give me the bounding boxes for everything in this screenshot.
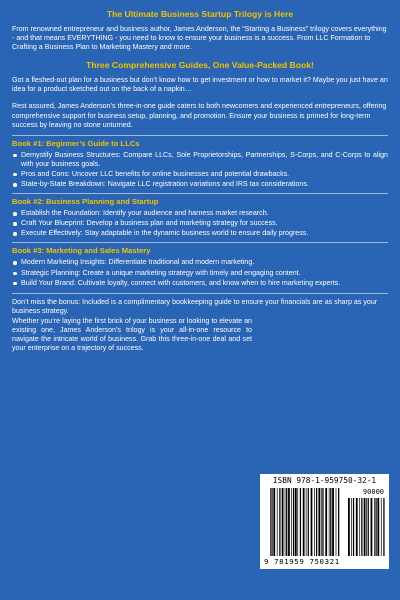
list-item: Pros and Cons: Uncover LLC benefits for online businesses and potential drawbacks. <box>12 170 388 179</box>
book-1-section <box>12 139 388 189</box>
list-item: Modern Marketing Insights: Differentiate traditional and modern marketing. <box>12 258 388 267</box>
list-item: Demystify Business Structures: Compare LLCs, Sole Proprietorships, Partnerships, S-Corps, and C-Corps to align with your business goals. <box>12 151 388 169</box>
sub-heading: Three Comprehensive Guides, One Value-Packed Book! <box>86 60 314 71</box>
pitch-paragraph: Got a fleshed-out plan for a business but don’t know how to get investment or how to market it? Maybe you just have an idea for a product sketched out on the back of a napkin… <box>12 76 388 94</box>
book-2-list <box>12 209 388 238</box>
intro-paragraph: From renowned entrepreneur and business author, James Anderson, the “Starting a Business” trilogy covers everything - and that means EVERYTHING - you need to know to ensure your business is a success. From LLC Formation to Crafting a Business Plan to Marketing Mastery and more. <box>12 25 387 52</box>
book-2-title: Book #2: Business Planning and Startup <box>12 197 159 207</box>
list-item: Build Your Brand: Cultivate loyalty, connect with customers, and know when to hire marketing experts. <box>12 279 388 288</box>
divider <box>12 193 388 194</box>
divider <box>12 242 388 243</box>
barcode-digits: 9 781959 750321 <box>264 557 340 566</box>
list-item: Execute Effectively: Stay adaptable in the dynamic business world to ensure daily progress. <box>12 229 388 238</box>
book-3-title: Book #3: Marketing and Sales Mastery <box>12 246 151 256</box>
main-heading: The Ultimate Business Startup Trilogy is Here <box>106 9 294 19</box>
list-item: Establish the Foundation: Identify your audience and harness market research. <box>12 209 388 218</box>
closing-paragraph: Whether you’re laying the first brick of your business or looking to elevate an existing one, James Anderson’s trilogy is your all-in-one resource to navigate the intricate world of business. Grab this three-in-one deal and set your enterprise on a trajectory of success. <box>12 316 252 353</box>
price-code: 90000 <box>362 488 384 496</box>
book-3-section <box>12 246 388 287</box>
divider <box>12 293 388 294</box>
reassurance-paragraph: Rest assured, James Anderson’s three-in-one guide caters to both newcomers and experienced entrepreneurs, offering comprehensive support for business setup, planning, and promotion. Ensure your business is primed for long-term success by leaving no stone unturned. <box>12 102 387 129</box>
book-1-title: Book #1: Beginner’s Guide to LLCs <box>12 138 140 148</box>
book-3-list <box>12 258 388 287</box>
divider <box>12 135 388 136</box>
list-item: Strategic Planning: Create a unique marketing strategy with timely and engaging content. <box>12 269 388 278</box>
book-2-section <box>12 197 388 238</box>
bonus-paragraph: Don’t miss the bonus: Included is a complimentary bookkeeping guide to ensure your financials are as sharp as your business strategy. <box>12 297 378 315</box>
isbn-barcode <box>260 474 389 569</box>
barcode-bars <box>260 474 389 569</box>
isbn-number: ISBN 978-1-959750-32-1 <box>272 476 377 485</box>
list-item: State-by-State Breakdown: Navigate LLC registration variations and IRS tax considerations. <box>12 180 388 189</box>
list-item: Craft Your Blueprint: Develop a business plan and marketing strategy for success. <box>12 219 388 228</box>
book-1-list <box>12 151 388 189</box>
